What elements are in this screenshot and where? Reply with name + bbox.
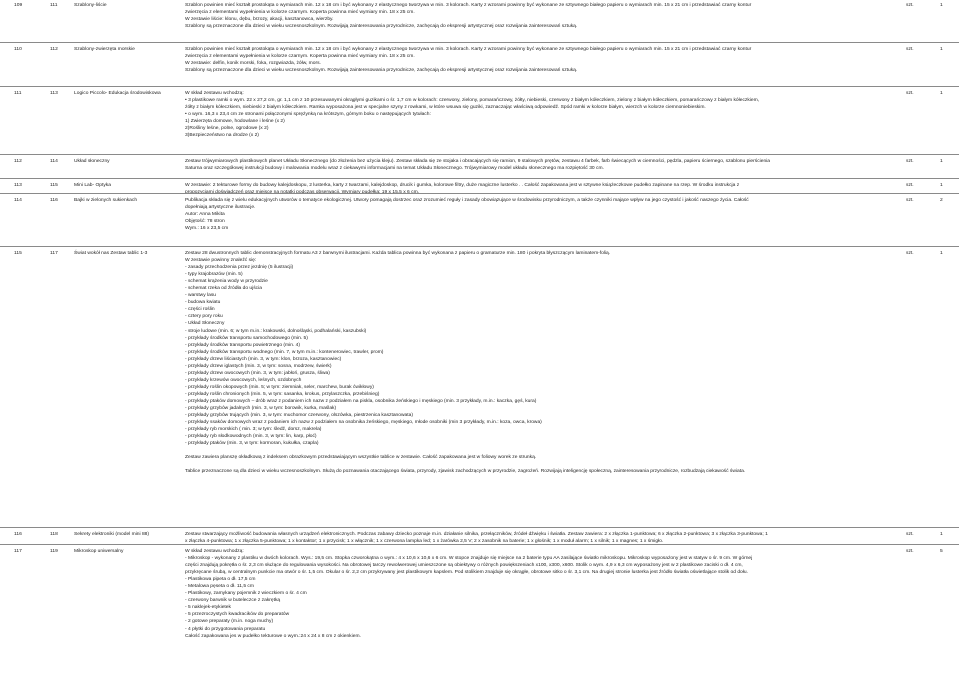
description-line: W skład zestawu wchodzą:	[185, 549, 244, 554]
description-line: Saturna oraz szczegółowej instrukcji budowy i malowania modelu wraz z ciekawymi informacjami na temat Układu Słonecznego. Trójwymiarowy model układu słonecznego ma rozpiętość 30 cm.	[185, 166, 604, 172]
description-line: - 4 płytki do przygotowania preparatu	[185, 626, 266, 632]
description-line: W zestawie: 2 tekturowe formy do budowy kalejdoskopu, 2 lusterka, karty z twarzami, kalejdoskop, drucik i gumka, kolorowe filtry, duże magiczne lusterko . . Całość zapakowana jest w sztywne książeczkowe pudełko zapinane na rzep. W środku instrukcja z	[185, 183, 740, 188]
description-line: • o wym. 16,3 x 23,4 cm ze stronami połączonymi sprężynką na krótszym, górnym boku o następujących tytułach:	[185, 112, 431, 118]
row-quantity: 1	[940, 91, 943, 96]
row-unit: szt.	[906, 549, 914, 554]
description-line: Szablon powinien mieć kształt prostokąta o wymiarach min. 12 x 18 cm i być wykonany z elastycznego tworzywa w min. 3 kolorach. Karty z wzorami powinny być wykonane ze sztywnego białego papieru o wymiarach min. 15 x 21 cm i przedstawiać czarny kontur	[185, 47, 752, 52]
row-unit: szt.	[906, 183, 914, 188]
row-number: 112	[50, 47, 58, 52]
row-lp: 115	[14, 251, 22, 256]
description-line: Autor: Anna Mikita	[185, 212, 225, 218]
table-row	[0, 544, 959, 639]
description-line: Tablice przeznaczone są dla dzieci w wieku wczesnoszkolnym. Służą do poznawania otaczającego świata, przyrody, zjawisk zachodzących w przyrodzie, zagrożeń. Rozwijają inteligencję społeczną, zainteresowania przyrodnicze, rozbudzają ciekawość świata.	[185, 469, 746, 475]
description-line: Szablon powinien mieć kształt prostokąta o wymiarach min. 12 x 18 cm i być wykonany z elastycznego tworzywa w min. 3 kolorach. Karty z wzorami powinny być wykonane ze sztywnego białego papieru o wymiarach min. 15 x 21 cm i przedstawiać czarny kontur	[185, 3, 752, 8]
row-lp: 112	[14, 159, 22, 164]
row-description	[185, 158, 885, 172]
description-line: Całość zapakowana jes w pudełko tekturowe o wym.:24 x 24 x 8 cm z okienkiem.	[185, 633, 361, 639]
description-line: Zestaw stwarzający możliwość budowania własnych urządzeń elektronicznych. Podczas zabawy dziecko poznaje m.in. działanie silnika, przełączników, źródeł dźwięku i światła. Zestaw zawiera: 2 x złączka 1-punktowa; 6 x złączka 2-punktowa; 3 x złączka 3-punktowa; 1	[185, 532, 768, 537]
row-quantity: 1	[940, 183, 943, 188]
row-unit: szt.	[906, 91, 914, 96]
description-line: 1) Zwierzęta domowe, hodowlane i leśne (x 2)	[185, 119, 285, 125]
description-line: - przykłady środków transportu powietrznego (min. 4)	[185, 342, 300, 348]
row-lp: 110	[14, 47, 22, 52]
row-quantity: 2	[940, 198, 943, 203]
description-line: - Plastikowy, zamykany pojemnik z wieczkiem o śr. 4 cm	[185, 591, 307, 597]
row-description	[185, 90, 885, 139]
table-row	[0, 42, 959, 74]
row-description	[185, 531, 885, 545]
description-line: części znajdują pokrętła o śr. 2,3 cm służące do regulowania wysokości. Na obrotowej tarczy rewolwerowej umieszczone są obiektywy o różnych powiększeniach x100, x300, x600. Stolik o wym. 4,9 x 6,3 cm wyposażony jest w 2 plastikowe zaciski o dł. 4 cm,	[185, 563, 743, 569]
description-line	[185, 447, 885, 454]
row-lp: 117	[14, 549, 22, 554]
row-unit: szt.	[906, 47, 914, 52]
row-description	[185, 250, 885, 476]
row-lp: 109	[14, 3, 23, 8]
row-unit: szt.	[906, 159, 914, 164]
description-line: - 2 gotowe preparaty (m.in. noga muchy)	[185, 619, 274, 625]
description-line: - przykłady ssaków domowych wraz z podaniem ich nazw z podziałem na osobnika żeńskiego, męskiego, młode osobniki (min 3 przykłady, m.in.: koza, owca, krowa)	[185, 420, 542, 426]
description-line: - przykłady grzybów trujących (min. 3, w tym: muchomor czerwony, olszówka, piestrzenica kasztanowata)	[185, 413, 413, 419]
description-line: - Układ Słoneczny	[185, 321, 225, 327]
description-line: W zestawie: delfin, konik morski, foka, rozgwiazda, żółw, mors.	[185, 61, 321, 67]
row-quantity: 1	[940, 532, 943, 537]
description-line: - zasady przechodzenia przez jezdnię (5 ilustracji)	[185, 265, 294, 271]
description-line: Wym.: 16 x 23,5 cm	[185, 226, 229, 232]
description-line: • 3 plastikowe ramki o wym. 22 x 27,2 cm, gr. 1,1 cm z 10 przesuwanymi okrągłymi guzikami o śr. 1,7 cm w kolorach: czerwony, zielony, pomarańczowy, żółty, niebieski, czerwony z białym kółeczkiem, zielony z białym kółeczkiem, pomarańczowy z białym kółeczkiem,	[185, 98, 760, 104]
description-line: - przykłady grzybów jadalnych (min. 3, w tym: borowik, kurka, maślak)	[185, 406, 337, 412]
row-product-name: Bajki w zielonych sukienkach	[74, 198, 138, 203]
description-line: - przykłady roślin okopowych (min. 5; w tym: ziemniak, seler, marchew, burak ćwikłowy)	[185, 384, 374, 390]
description-line: Zestaw trójwymiarowych plastikowych planet Układu Słonecznego (do złożenia bez użycia kleju). Zestaw składa się ze stojaka i obracających się ramion, 9 stalowych prętów, zestawu 4 farbek, farb świecących w ciemności, pędzla, papieru ściernego, szablonu pierścienia	[185, 159, 770, 164]
description-line: - cztery pory roku	[185, 314, 223, 320]
description-line: Szablony są przeznaczone dla dzieci w wieku wczesnoszkolnym. Rozwijają zainteresowania przyrodnicze, zachęcają do ekspresji artystycznej oraz rozwijania zainteresowań sztuką.	[185, 24, 578, 30]
row-unit: szt.	[906, 3, 914, 8]
description-line: 2)Rośliny leśne, polne, ogrodowe (x 2)	[185, 126, 269, 132]
description-line: Zestaw zawiera planszę okładkową z indeksem obrazkowym przedstawiającym wszystkie tablice w zestawie. Całość zapakowana jest w foliowy worek ze strunką.	[185, 455, 537, 461]
description-line: - czerwony barwnik w buteleczce z zakrętką	[185, 598, 281, 604]
description-line: żółty z białym kółeczkiem, niebieski z białym kółeczkiem. Ramka wyposażona jest w specjalne szyny z rowkami, w które wsuwa się guziki, zaznaczając właściwą odpowiedź. Spód ramki w kolorze białym, wierzch w kolorze ciemnoniebieskim.	[185, 105, 706, 111]
table-row	[0, 86, 959, 139]
row-quantity: 1	[940, 47, 943, 52]
description-line: - przykłady drzew owocowych (min. 3, w tym: jabłoń, grusza, śliwa)	[185, 370, 330, 376]
description-line: - przykłady ryb słodkowodnych (min. 3, w tym: lin, karp, płoć)	[185, 434, 317, 440]
description-line: x złączka 4-punktowa; 1 x złączka 5-punktowa; 1 x kontaktor; 1 x przycisk; 1 x włącznik; 1 x czerwona lampka led; 1 x żarówka 2,5 V; 2 x zasobnik na baterie; 1 x głośnik; 1 x moduł alarm; 1 x silnik; 1 x magnes; 1 x śmigło.	[185, 539, 664, 545]
row-number: 117	[50, 251, 58, 256]
row-description	[185, 548, 885, 640]
description-line: - przykłady ptaków (min. 3, w tym: kormoran, kukułka, czapla)	[185, 441, 319, 447]
table-row	[0, 246, 959, 475]
row-number: 114	[50, 159, 58, 164]
description-line: - przykłady drzew liściastych (min. 3, w tym: klon, brzoza, kasztanowiec)	[185, 356, 342, 362]
description-line: Publikacja składa się z wielu edukacyjnych utworów o tematyce ekologicznej. Utwory pomagają dostrzec oraz zrozumieć reguły i zasady obowiązujące w środowisku przyrodniczym, a także czynniki mające wpływ na jego czystość i jakość naszego życia. Całość	[185, 198, 749, 203]
description-line: - schemat rzeka od źródła do ujścia	[185, 286, 262, 292]
description-line: - Metalowa pęseta o dł. 11,5 cm	[185, 584, 254, 590]
description-line: W zestawie liście: klonu, dębu, brzozy, akacji, kasztanowca, wierzby.	[185, 17, 334, 23]
row-product-name: Szablony-liście	[74, 3, 107, 8]
row-number: 115	[50, 183, 58, 188]
description-line: - przykłady ryb morskich ( min. 3; w tym: śledź, dorsz, makrela)	[185, 427, 322, 433]
description-line: - przykłady krzewów owocowych, leśnych, ozdobnych	[185, 377, 302, 383]
row-product-name: Mini Lab- Optyka	[74, 183, 111, 188]
description-line: Zestaw 28 dwustronnych tablic demonstracyjnych formatu A3 z barwnymi ilustracjami. Każda tablica powinna być wykonana z papieru o gramaturze min. 180 i pokryta błyszczącym laminatem-folią.	[185, 251, 611, 256]
row-product-name: Układ słoneczny	[74, 159, 110, 164]
description-line: - przykłady środków transportu wodnego (min. 7, w tym m.in.: kontenerowiec, trawler, prom)	[185, 349, 384, 355]
description-line: - przykłady ptaków domowych – drób wraz z podaniem ich nazw z podziałem na piskla, osobnika żeńskiego i męskiego (min. 3 przykłady, m.in.: kaczka, gęś, kura)	[185, 398, 537, 404]
description-line: zwierzęcia z elementami wypełnienia w kolorze czarnym. Koperta powinna mieć wymiary min. 18 x 25 cm.	[185, 54, 415, 60]
row-product-name: Logico Piccolo- Edukacja środowiskowa	[74, 91, 161, 96]
description-line: przykręcane śrubą, w centralnym punkcie ma otwór o śr. 1,5 cm. Okular o śr. 2,2 cm przykrywany jest plastikowym kapslem. Pod stolikiem znajduje się okrągłe, obrotowe sitko o śr. 3,1 cm. Na drugiej stronie lusterka jest źródło światła oświetlające stolik od dołu.	[185, 570, 748, 576]
description-line: zwierzęcia z elementami wypełnienia w kolorze czarnym. Koperta powinna mieć wymiary min. 18 x 25 cm.	[185, 10, 415, 16]
row-lp: 111	[14, 91, 22, 96]
description-line: - stroje ludowe (min. 6; w tym m.in.: krakowski, dolnośląski, podhalański, kaszubski)	[185, 328, 367, 334]
description-line: 3)Bezpieczeństwo na drodze (x 2)	[185, 133, 259, 139]
row-quantity: 1	[940, 3, 943, 8]
description-line: - Plastikowa pipeta o dł. 17,5 cm	[185, 577, 256, 583]
row-description	[185, 2, 885, 30]
row-quantity: 1	[940, 159, 943, 164]
row-number: 113	[50, 91, 58, 96]
description-line: propozycjami doświadczeń oraz miejsce na notatki podczas obserwacji. Wymiary pudełka: 19 x 15,5 x 6 cm.	[185, 190, 419, 196]
description-line	[185, 461, 885, 468]
description-line: - 5 przezroczystych kwadracików do preparatów	[185, 612, 290, 618]
row-unit: szt.	[906, 198, 914, 203]
description-line: - przykłady drzew iglastych (min. 3, w tym: sosna, modrzew, świerk)	[185, 363, 332, 369]
description-line: - 5 naklejek-etykietek	[185, 605, 231, 611]
row-unit: szt.	[906, 532, 914, 537]
description-line: - budowa kwiatu	[185, 300, 221, 306]
row-product-name: Szablony-zwierzęta morskie	[74, 47, 135, 52]
row-unit: szt.	[906, 251, 914, 256]
row-lp: 114	[14, 198, 22, 203]
description-line: dopełniają artystyczne ilustracje.	[185, 205, 256, 211]
row-lp: 116	[14, 532, 22, 537]
description-line: - przykłady środków transportu samochodowego (min. 5)	[185, 335, 308, 341]
description-line: W skład zestawu wchodzą:	[185, 91, 244, 96]
row-description	[185, 46, 885, 74]
row-quantity: 5	[940, 549, 943, 554]
table-row	[0, 527, 959, 545]
row-quantity: 1	[940, 251, 943, 256]
description-line: - schemat krążenia wody w przyrodzie	[185, 279, 268, 285]
row-product-name: Mikroskop uniwersalny	[74, 549, 124, 554]
row-number: 111	[50, 3, 58, 8]
description-line: - typy krajobrazów (min. 5)	[185, 272, 243, 278]
description-line: - warstwy lasu	[185, 293, 216, 299]
row-number: 119	[50, 549, 58, 554]
table-row	[0, 178, 959, 196]
row-description	[185, 197, 885, 232]
description-line: Objętość: 78 stron	[185, 219, 225, 225]
table-row	[0, 154, 959, 172]
row-lp: 113	[14, 183, 22, 188]
description-line: - przykłady roślin chronionych (min. 5, w tym: sasanka, krokus, przylaszczka, przebiśnieg)	[185, 391, 380, 397]
description-line: - części roślin	[185, 307, 215, 313]
row-product-name: Świat wokół nas Zestaw tablic 1-3	[74, 251, 148, 256]
row-product-name: Sekrety elektroniki (model mini 88)	[74, 532, 150, 537]
row-number: 118	[50, 532, 58, 537]
row-number: 116	[50, 198, 58, 203]
description-line: Szablony są przeznaczone dla dzieci w wieku wczesnoszkolnym. Rozwijają zainteresowania przyrodnicze, zachęcają do ekspresji artystycznej oraz rozwijania zainteresowań sztuką.	[185, 68, 578, 74]
description-line: - Mikroskop - wykonany z plastiku w dwóch kolorach. Wys.: 19,5 cm. Stopka czworokątna o wym.: 4 x 10,6 x 10,6 x 6 cm. W stopce znajduje się miejsce na 2 baterie typu AA zasilające światło mikroskopu. Mikroskop wyposażony jest w statyw o śr. 9 cm. W górnej	[185, 556, 753, 562]
description-line: W zestawie powinny znaleźć się:	[185, 258, 257, 264]
